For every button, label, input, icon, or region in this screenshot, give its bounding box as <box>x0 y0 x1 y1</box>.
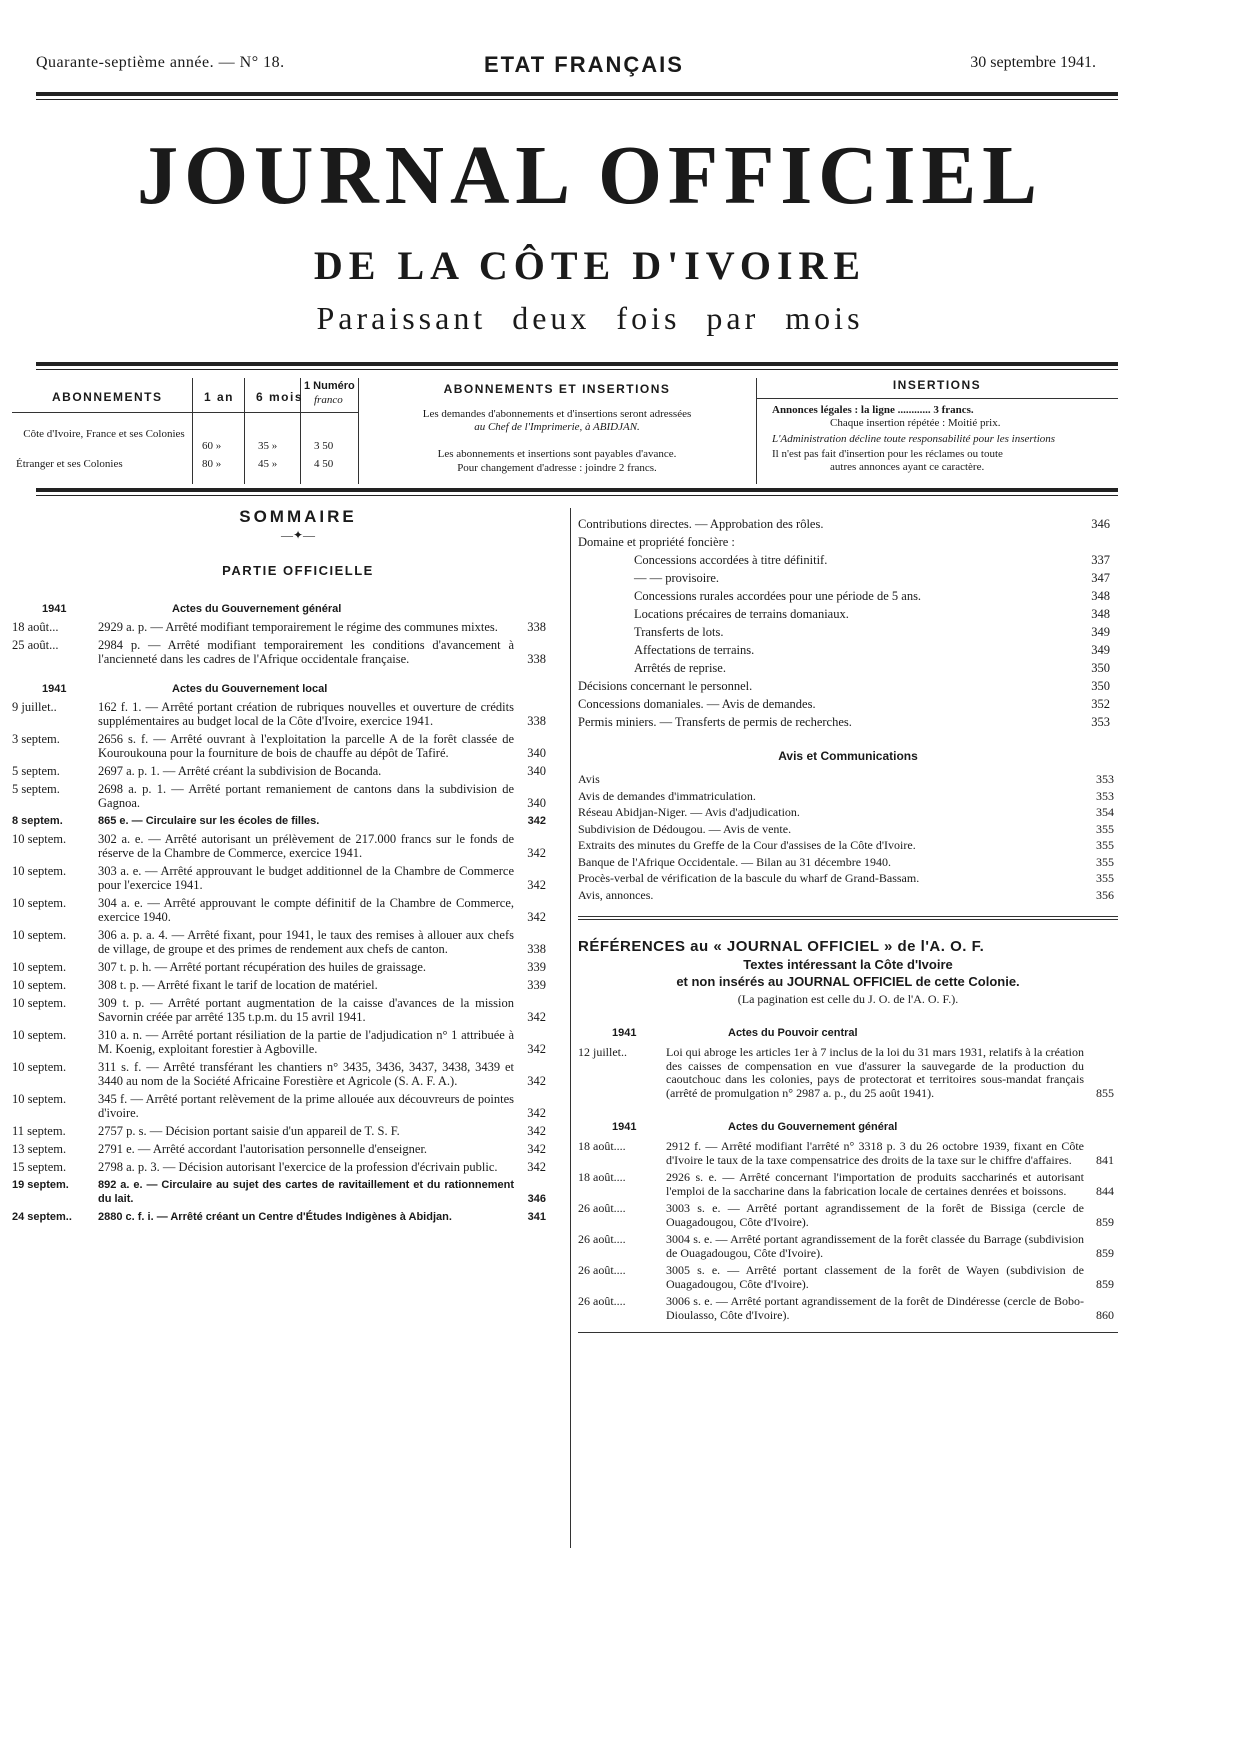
index-entry-page: 353 <box>1091 715 1110 729</box>
sommaire-entry <box>12 1142 560 1156</box>
index-entry <box>578 641 1118 659</box>
row1-one-year: 60 » <box>202 440 222 452</box>
entry-page: 342 <box>527 1160 546 1174</box>
mid-rule-thin <box>36 369 1118 370</box>
masthead-topline <box>36 50 1096 77</box>
index-entry-page: 349 <box>1091 625 1110 639</box>
avis-entry-page: 354 <box>1096 805 1114 819</box>
reference-date: 26 août.... <box>578 1201 626 1215</box>
index-entry-text: Domaine et propriété foncière : <box>578 535 735 549</box>
references-line-1: RÉFÉRENCES au « JOURNAL OFFICIEL » de l'A. O. F. <box>578 938 985 955</box>
index-entry-page: 350 <box>1091 661 1110 675</box>
index-entry-page: 349 <box>1091 643 1110 657</box>
entry-date: 10 septem. <box>12 996 67 1010</box>
entry-text: 2698 a. p. 1. — Arrêté portant remaniement de cantons dans la subdivision de Gagnoa. <box>98 782 514 810</box>
avis-entry-text: Réseau Abidjan-Niger. — Avis d'adjudication. <box>578 805 800 819</box>
ref-section-header <box>578 1020 1118 1042</box>
sommaire-entry <box>12 832 560 860</box>
reference-text: 2926 s. e. — Arrêté concernant l'importation de produits saccharinés et autorisant l'emploi de la saccharine dans la fabrication locale de certaines denrées et boissons. <box>666 1170 1084 1198</box>
reference-date: 26 août.... <box>578 1232 626 1246</box>
entry-text: 2984 p. — Arrêté modifiant temporairement les conditions d'avancement à l'ancienneté dans les cadres de l'Afrique occidentale française. <box>98 638 514 666</box>
reference-date: 26 août.... <box>578 1294 626 1308</box>
sommaire-entry <box>12 620 560 634</box>
entry-page: 342 <box>527 1010 546 1024</box>
right-column <box>578 515 1118 1333</box>
entry-text: 345 f. — Arrêté portant relèvement de la prime allouée aux découvreurs de pointes d'ivoire. <box>98 1092 514 1120</box>
entry-date: 13 septem. <box>12 1142 67 1156</box>
row2-label: Étranger et ses Colonies <box>16 458 123 470</box>
index-entry-page: 352 <box>1091 697 1110 711</box>
reference-text: Loi qui abroge les articles 1er à 7 inclus de la loi du 31 mars 1931, relatifs à la création des caisses de compensation en vue d'assurer la sauvegarde de la production du caoutchouc dans les colonies, pays de protectorat et territoires sous-mandat français (arrêté de promulgation n° 2987 a. p., du 25 août 1941). <box>666 1045 1084 1100</box>
entry-text: 311 s. f. — Arrêté transférant les chantiers n° 3435, 3436, 3437, 3438, 3439 et 3440 au nom de la Société Africaine Forestière et Agricole (S. A. F. A.). <box>98 1060 514 1088</box>
entry-date: 10 septem. <box>12 1092 67 1106</box>
index-entry-page: 350 <box>1091 679 1110 693</box>
entry-date: 8 septem. <box>12 815 63 827</box>
entry-text: 304 a. e. — Arrêté approuvant le compte définitif de la Chambre de Commerce, exercice 1940. <box>98 896 514 924</box>
sommaire-entry <box>12 700 560 728</box>
section-year: 1941 <box>42 603 67 615</box>
entry-text: 2757 p. s. — Décision portant saisie d'un appareil de T. S. F. <box>98 1124 400 1138</box>
entry-date: 10 septem. <box>12 928 67 942</box>
row2-six-months: 45 » <box>258 458 278 470</box>
sommaire-entry <box>12 764 560 778</box>
avis-entry-text: Avis <box>578 772 600 786</box>
index-entry <box>578 713 1118 731</box>
entry-date: 10 septem. <box>12 1060 67 1074</box>
avis-entry-text: Subdivision de Dédougou. — Avis de vente. <box>578 821 792 836</box>
index-entry-text: Arrêtés de reprise. <box>634 661 726 675</box>
sommaire-entry <box>12 782 560 810</box>
references-line-2: Textes intéressant la Côte d'Ivoire <box>743 957 953 972</box>
index-entry-page: 348 <box>1091 607 1110 621</box>
entry-date: 25 août... <box>12 638 59 652</box>
six-months-header: 6 mois <box>256 390 304 404</box>
index-entry <box>578 569 1118 587</box>
references-line-4: (La pagination est celle du J. O. de l'A. O. F.). <box>737 992 959 1006</box>
entry-page: 339 <box>527 978 546 992</box>
entry-page: 342 <box>527 1074 546 1088</box>
journal-title: JOURNAL OFFICIEL <box>137 129 1043 222</box>
entry-page: 338 <box>527 942 546 956</box>
entry-date: 9 juillet.. <box>12 700 57 714</box>
reference-date: 18 août.... <box>578 1170 626 1184</box>
abonnements-insertions-heading: ABONNEMENTS ET INSERTIONS <box>443 382 671 396</box>
sommaire-entry <box>12 864 560 892</box>
index-entry <box>578 623 1118 641</box>
entry-page: 338 <box>527 714 546 728</box>
row2-issue: 4 50 <box>314 458 334 470</box>
entry-date: 10 septem. <box>12 1028 67 1042</box>
entry-text: 162 f. 1. — Arrêté portant création de rubriques nouvelles et ouverture de crédits supplémentaires au budget local de la Côte d'Ivoire, exercice 1941. <box>98 700 514 728</box>
entry-text: 307 t. p. h. — Arrêté portant récupération des huiles de graissage. <box>98 960 427 974</box>
entry-date: 18 août... <box>12 620 59 634</box>
entry-page: 340 <box>527 746 546 760</box>
row1-label: Côte d'Ivoire, France et ses Colonies <box>23 428 185 440</box>
avis-entry-page: 355 <box>1096 854 1114 869</box>
entry-page: 338 <box>527 652 546 666</box>
entry-page: 342 <box>527 1124 546 1138</box>
reference-text: 3003 s. e. — Arrêté portant agrandissement de la forêt de Bissiga (cercle de Ouagadougou, Côte d'Ivoire). <box>666 1201 1084 1229</box>
sommaire-entry <box>12 1124 560 1138</box>
entry-text: 2929 a. p. — Arrêté modifiant temporairement le régime des communes mixtes. <box>98 620 498 634</box>
reference-page: 841 <box>1096 1152 1114 1167</box>
sommaire-entry <box>12 1028 560 1056</box>
entry-text: 2880 c. f. i. — Arrêté créant un Centre d'Études Indigènes à Abidjan. <box>98 1211 452 1223</box>
entry-date: 15 septem. <box>12 1160 67 1174</box>
entry-page: 340 <box>527 764 546 778</box>
index-entry <box>578 533 1118 551</box>
state-label: ETAT FRANÇAIS <box>484 52 684 77</box>
reference-page: 859 <box>1096 1276 1114 1291</box>
subscription-box <box>12 378 1118 484</box>
bottom-rule <box>36 488 1118 492</box>
top-rule <box>36 92 1118 96</box>
reference-page: 859 <box>1096 1245 1114 1260</box>
avis-heading: Avis et Communications <box>778 749 918 763</box>
entry-page: 339 <box>527 960 546 974</box>
section-year: 1941 <box>42 683 67 695</box>
issue-number: Quarante-septième année. — N° 18. <box>36 54 285 71</box>
ref-section-title: Actes du Pouvoir central <box>728 1027 858 1039</box>
entry-date: 3 septem. <box>12 732 60 746</box>
index-entry-text: Concessions accordées à titre définitif. <box>634 553 828 567</box>
index-entry <box>578 659 1118 677</box>
entry-text: 306 a. p. a. 4. — Arrêté fixant, pour 1941, le taux des remises à allouer aux chefs de village, de groupe et des primes de rendement aux chefs de canton. <box>98 928 514 956</box>
one-year-header: 1 an <box>204 390 235 404</box>
sommaire-column <box>12 507 560 1224</box>
avis-entry <box>578 806 1118 820</box>
index-entry-text: Permis miniers. — Transferts de permis de recherches. <box>578 715 852 729</box>
reference-date: 18 août.... <box>578 1139 626 1153</box>
reference-text: 3004 s. e. — Arrêté portant agrandissement de la forêt classée du Barrage (subdivision de Ouagadougou, Côte d'Ivoire). <box>666 1232 1084 1260</box>
partie-officielle-heading: PARTIE OFFICIELLE <box>222 563 374 578</box>
entry-page: 342 <box>527 815 546 827</box>
index-entry <box>578 587 1118 605</box>
sommaire-entry <box>12 814 560 828</box>
reference-text: 3005 s. e. — Arrêté portant classement de la forêt de Wayen (subdivision de Ouagadougou, Côte d'Ivoire). <box>666 1263 1084 1291</box>
reference-page: 855 <box>1096 1085 1114 1100</box>
mid-rule <box>36 362 1118 366</box>
entry-date: 10 septem. <box>12 864 67 878</box>
index-entry-text: Décisions concernant le personnel. <box>578 679 753 693</box>
entry-date: 11 septem. <box>12 1124 66 1138</box>
avis-entry-page: 353 <box>1096 788 1114 803</box>
entry-text: 865 e. — Circulaire sur les écoles de filles. <box>98 815 320 827</box>
avis-entry-text: Avis, annonces. <box>578 887 654 902</box>
sommaire-entry <box>12 1160 560 1174</box>
entry-date: 10 septem. <box>12 978 67 992</box>
abonnements-header: ABONNEMENTS <box>52 390 163 404</box>
sommaire-entry <box>12 1060 560 1088</box>
entry-text: 309 t. p. — Arrêté portant augmentation de la caisse d'avances de la mission Savornin créée par arrêté 135 t.p.m. du 15 avril 1941. <box>98 996 514 1024</box>
index-entry-text: Affectations de terrains. <box>634 643 755 657</box>
sommaire-entry <box>12 1210 560 1224</box>
index-entry-text: Transferts de lots. <box>634 625 724 639</box>
entry-date: 19 septem. <box>12 1179 69 1191</box>
issue-price-header: 1 Numéro <box>304 380 355 392</box>
avis-entry-page: 355 <box>1096 838 1114 852</box>
mid-line-4: Pour changement d'adresse : joindre 2 francs. <box>457 462 657 474</box>
entry-text: 2656 s. f. — Arrêté ouvrant à l'exploitation la parcelle A de la forêt classée de Kouroukouna pour la fourniture de bois de chauffe au dépôt de Tafiré. <box>98 732 514 760</box>
avis-entry-text: Avis de demandes d'immatriculation. <box>578 788 756 803</box>
index-entry-page: 346 <box>1091 517 1110 531</box>
sommaire-entry <box>12 1178 560 1206</box>
entry-page: 341 <box>527 1211 546 1223</box>
row1-issue: 3 50 <box>314 440 334 452</box>
reference-entry <box>578 1295 1118 1322</box>
reference-page: 844 <box>1096 1183 1114 1198</box>
reference-date: 12 juillet.. <box>578 1045 627 1059</box>
avis-entry-text: Extraits des minutes du Greffe de la Cour d'assises de la Côte d'Ivoire. <box>578 838 916 852</box>
mid-line-2: au Chef de l'Imprimerie, à ABIDJAN. <box>474 421 640 433</box>
entry-text: 892 a. e. — Circulaire au sujet des cartes de ravitaillement et du rationnement du lait. <box>98 1179 514 1205</box>
reference-text: 3006 s. e. — Arrêté portant agrandissement de la forêt de Dindéresse (cercle de Bobo-Dioulasso, Côte d'Ivoire). <box>666 1294 1084 1322</box>
avis-entry <box>578 889 1118 903</box>
franco-label: franco <box>314 394 343 406</box>
entry-page: 342 <box>527 1042 546 1056</box>
issue-date: 30 septembre 1941. <box>970 54 1096 71</box>
ornament: —✦— <box>280 528 316 542</box>
avis-entry <box>578 773 1118 787</box>
sommaire-entry <box>12 996 560 1024</box>
index-entry <box>578 677 1118 695</box>
ref-section-year: 1941 <box>612 1027 637 1039</box>
sommaire-entry <box>12 896 560 924</box>
entry-text: 2798 a. p. 3. — Décision autorisant l'exercice de la profession d'écrivain public. <box>98 1160 498 1174</box>
entry-page: 338 <box>527 620 546 634</box>
mid-line-3: Les abonnements et insertions sont payables d'avance. <box>437 448 677 460</box>
index-entry <box>578 551 1118 569</box>
index-entry-page: 337 <box>1091 553 1110 567</box>
avis-entry-page: 355 <box>1096 871 1114 885</box>
reference-text: 2912 f. — Arrêté modifiant l'arrêté n° 3318 p. 3 du 26 octobre 1939, fixant en Côte d'Ivoire le taux de la taxe compensatrice des droits de la taxe sur le chiffre d'affaires. <box>666 1139 1084 1167</box>
entry-page: 342 <box>527 1106 546 1120</box>
avis-entry <box>578 839 1118 853</box>
column-divider <box>570 508 571 1548</box>
avis-entry <box>578 823 1118 837</box>
entry-page: 342 <box>527 910 546 924</box>
sommaire-entry <box>12 1092 560 1120</box>
entry-date: 24 septem.. <box>12 1211 72 1223</box>
avis-entry <box>578 872 1118 886</box>
section-header <box>12 598 560 616</box>
ins-line-3: L'Administration décline toute responsabilité pour les insertions <box>772 433 1056 445</box>
reference-entry <box>578 1264 1118 1291</box>
reference-date: 26 août.... <box>578 1263 626 1277</box>
sommaire-entry <box>12 638 560 666</box>
entry-page: 346 <box>527 1193 546 1205</box>
avis-entry-page: 356 <box>1096 887 1114 902</box>
index-entry-page: 347 <box>1091 571 1110 585</box>
entry-text: 308 t. p. — Arrêté fixant le tarif de location de matériel. <box>98 978 378 992</box>
entry-text: 2791 e. — Arrêté accordant l'autorisation personnelle d'enseigner. <box>98 1142 428 1156</box>
ref-section-header <box>578 1114 1118 1136</box>
index-entry-text: Concessions rurales accordées pour une période de 5 ans. <box>634 589 922 603</box>
entry-date: 10 septem. <box>12 832 67 846</box>
section-title: Actes du Gouvernement général <box>172 603 342 615</box>
section-header <box>12 678 560 696</box>
index-entry-text: Locations précaires de terrains domaniaux. <box>634 607 849 621</box>
reference-entry <box>578 1046 1118 1100</box>
entry-text: 2697 a. p. 1. — Arrêté créant la subdivision de Bocanda. <box>98 764 382 778</box>
sommaire-entry <box>12 928 560 956</box>
index-entry <box>578 695 1118 713</box>
references-line-3: et non insérés au JOURNAL OFFICIEL de cette Colonie. <box>676 974 1020 989</box>
index-entry <box>578 515 1118 533</box>
avis-entry-text: Banque de l'Afrique Occidentale. — Bilan au 31 décembre 1940. <box>578 854 892 869</box>
row1-six-months: 35 » <box>258 440 278 452</box>
sommaire-entry <box>12 960 560 974</box>
row2-one-year: 80 » <box>202 458 222 470</box>
avis-entry-page: 355 <box>1096 821 1114 836</box>
entry-date: 10 septem. <box>12 960 67 974</box>
sommaire-entry <box>12 978 560 992</box>
index-entry-page: 348 <box>1091 589 1110 603</box>
journal-tagline: Paraissant deux fois par mois <box>316 300 864 336</box>
avis-entry <box>578 790 1118 804</box>
sommaire-entry <box>12 732 560 760</box>
entry-page: 342 <box>527 878 546 892</box>
ref-section-title: Actes du Gouvernement général <box>728 1121 898 1133</box>
avis-entry-page: 353 <box>1096 772 1114 786</box>
avis-entry <box>578 856 1118 870</box>
reference-entry <box>578 1233 1118 1260</box>
entry-date: 10 septem. <box>12 896 67 910</box>
entry-text: 303 a. e. — Arrêté approuvant le budget additionnel de la Chambre de Commerce pour l'exercice 1941. <box>98 864 514 892</box>
entry-date: 5 septem. <box>12 764 60 778</box>
ins-line-4: Il n'est pas fait d'insertion pour les réclames ou toute <box>772 448 1003 460</box>
reference-entry <box>578 1140 1118 1167</box>
entry-text: 302 a. e. — Arrêté autorisant un prélèvement de 217.000 francs sur le fonds de réserve de la Chambre de Commerce, exercice 1941. <box>98 832 514 860</box>
reference-page: 860 <box>1096 1307 1114 1322</box>
entry-text: 310 a. n. — Arrêté portant résiliation de la partie de l'adjudication n° 1 attribuée à M. Koenig, exploitant forestier à Agboville. <box>98 1028 514 1056</box>
top-rule-thin <box>36 99 1118 100</box>
ins-line-5: autres annonces ayant ce caractère. <box>830 461 985 473</box>
index-entry-text: — — provisoire. <box>634 571 720 585</box>
entry-page: 342 <box>527 846 546 860</box>
index-entry-text: Contributions directes. — Approbation des rôles. <box>578 517 824 531</box>
avis-entry-text: Procès-verbal de vérification de la bascule du wharf de Grand-Bassam. <box>578 871 920 885</box>
bottom-rule-thin <box>36 495 1118 496</box>
sommaire-heading: SOMMAIRE <box>239 507 357 526</box>
section-title: Actes du Gouvernement local <box>172 683 328 695</box>
insertions-heading: INSERTIONS <box>892 378 982 392</box>
journal-subtitle: DE LA CÔTE D'IVOIRE <box>313 243 867 288</box>
entry-page: 342 <box>527 1142 546 1156</box>
index-entry <box>578 605 1118 623</box>
reference-entry <box>578 1202 1118 1229</box>
ins-line-2: Chaque insertion répétée : Moitié prix. <box>830 417 1001 429</box>
ins-line-1: Annonces légales : la ligne ............ 3 francs. <box>772 404 974 416</box>
entry-date: 5 septem. <box>12 782 60 796</box>
mid-line-1: Les demandes d'abonnements et d'insertions seront adressées <box>422 408 692 420</box>
ref-section-year: 1941 <box>612 1121 637 1133</box>
index-entry-text: Concessions domaniales. — Avis de demandes. <box>578 697 816 711</box>
reference-page: 859 <box>1096 1214 1114 1229</box>
entry-page: 340 <box>527 796 546 810</box>
reference-entry <box>578 1171 1118 1198</box>
